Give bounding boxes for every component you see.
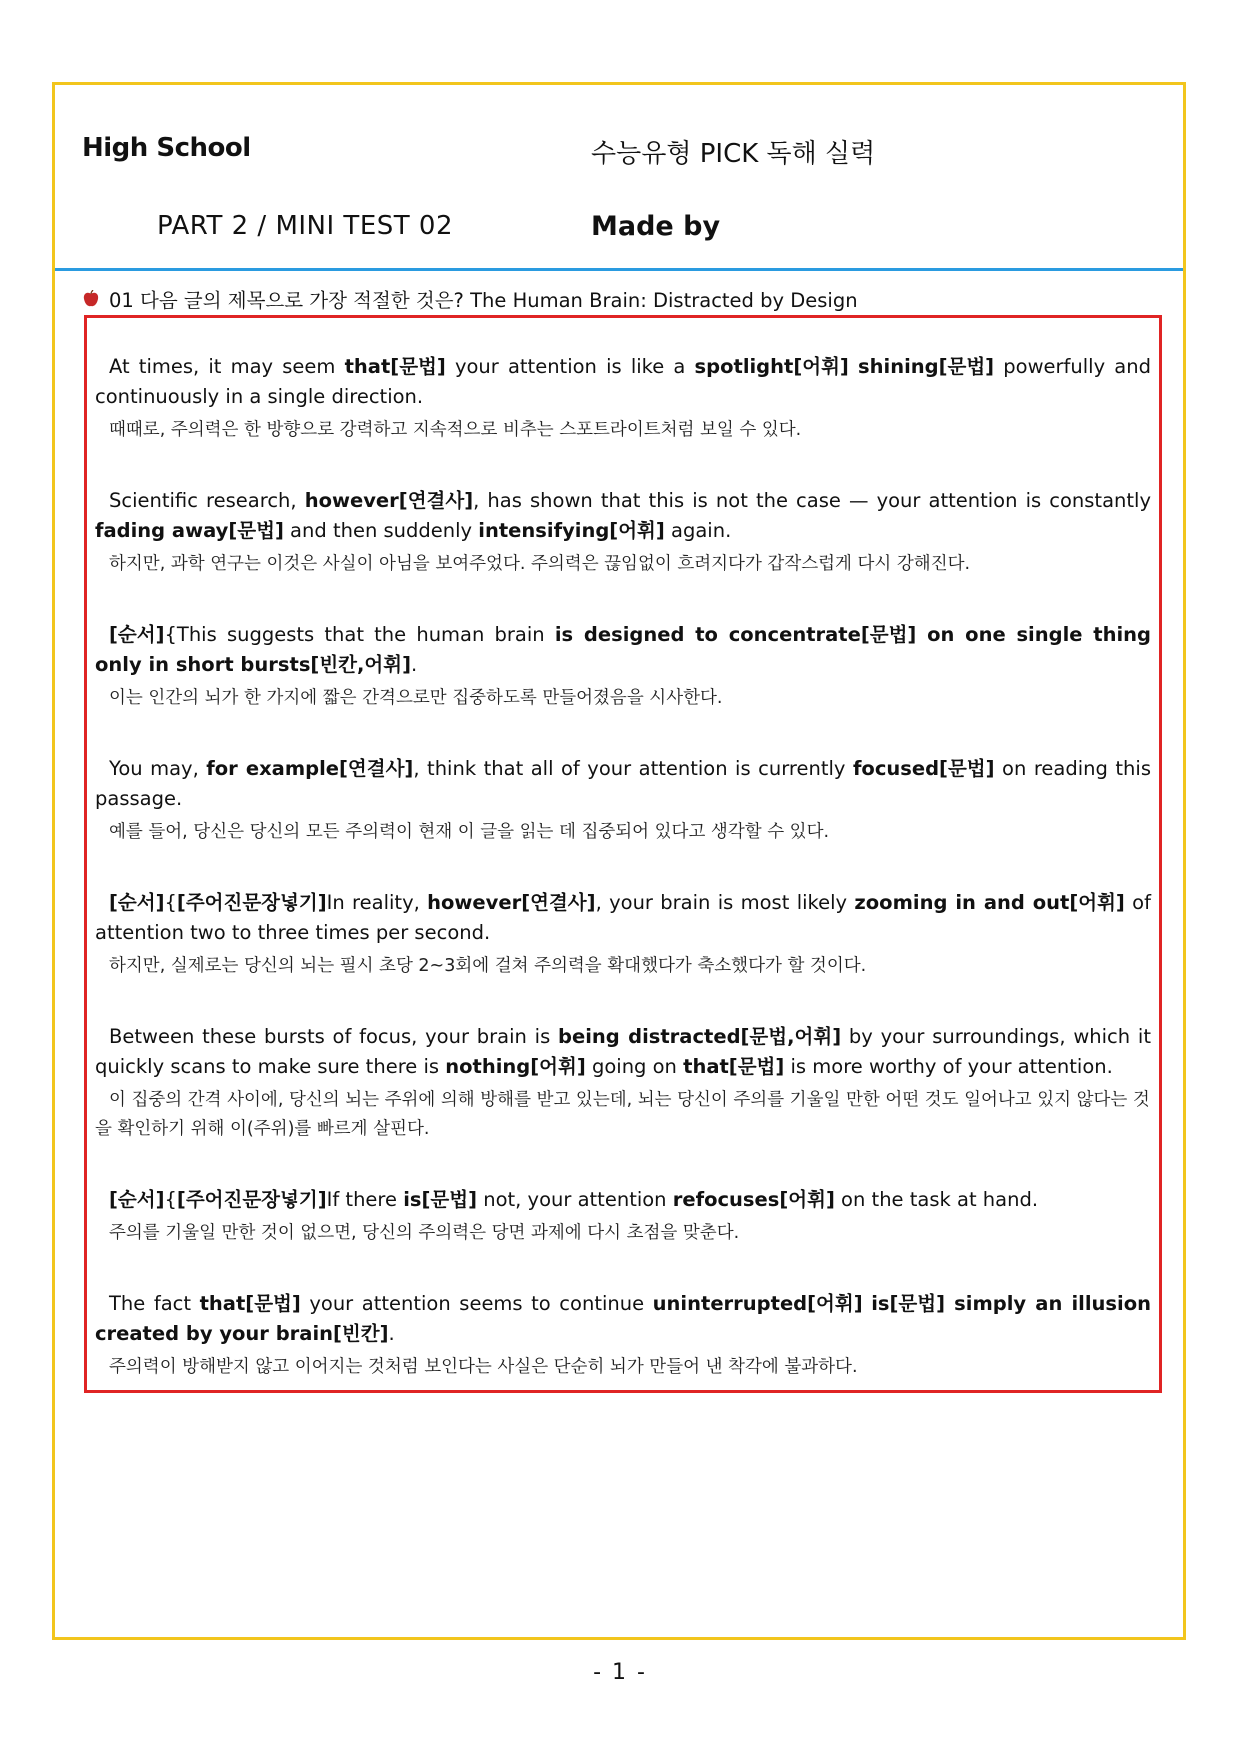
english-sentence bbox=[95, 352, 1151, 412]
korean-translation: 때때로, 주의력은 한 방향으로 강력하고 지속적으로 비추는 스포트라이트처럼 보일 수 있다. bbox=[109, 420, 802, 440]
korean-translation: 이는 인간의 뇌가 한 가지에 짧은 간격으로만 집중하도록 만들어졌음을 시사한다. bbox=[109, 688, 723, 708]
passage-paragraph bbox=[95, 352, 1151, 445]
sentence-text bbox=[863, 1292, 872, 1315]
sentence-text: your attention is like a bbox=[445, 355, 695, 378]
english-sentence bbox=[95, 754, 1151, 814]
annotated-phrase: fading away[문법] bbox=[95, 519, 284, 542]
passage-box bbox=[84, 315, 1162, 1393]
passage-paragraph bbox=[95, 1022, 1151, 1144]
sentence-text: of attention two to three times per second. bbox=[95, 891, 1151, 944]
sentence-text: going on bbox=[585, 1055, 684, 1078]
korean-translation: 하지만, 실제로는 당신의 뇌는 필시 초당 2~3회에 걸쳐 주의력을 확대했다가 축소했다가 할 것이다. bbox=[109, 956, 867, 976]
sentence-text: your attention seems to continue bbox=[300, 1292, 653, 1315]
annotated-phrase: that[문법] bbox=[199, 1292, 301, 1315]
annotated-phrase: shining[문법] bbox=[858, 355, 995, 378]
annotated-phrase: is designed to concentrate[문법] on one single thing only in short bursts[빈칸,어휘] bbox=[95, 623, 1151, 676]
sentence-text: Scientific research, bbox=[109, 489, 305, 512]
sentence-text: { bbox=[164, 891, 177, 914]
sentence-text: on reading this passage. bbox=[95, 757, 1151, 810]
annotated-phrase: however[연결사] bbox=[304, 489, 474, 512]
made-by-label: Made by bbox=[591, 211, 721, 242]
passage-paragraph bbox=[95, 888, 1151, 981]
annotated-phrase: [순서] bbox=[109, 891, 165, 914]
sentence-text: . bbox=[388, 1322, 395, 1345]
sentence-text: You may, bbox=[109, 757, 207, 780]
sentence-text: again. bbox=[664, 519, 732, 542]
sentence-text: , think that all of your attention is currently bbox=[413, 757, 853, 780]
sentence-text: The fact bbox=[109, 1292, 200, 1315]
korean-translation: 주의를 기울일 만한 것이 없으면, 당신의 주의력은 당면 과제에 다시 초점을 맞춘다. bbox=[109, 1223, 740, 1243]
annotated-phrase: is[문법] bbox=[403, 1188, 478, 1211]
sentence-text: on the task at hand. bbox=[834, 1188, 1039, 1211]
sentence-text: is more worthy of your attention. bbox=[784, 1055, 1113, 1078]
sentence-text bbox=[849, 355, 858, 378]
annotated-phrase: for example[연결사] bbox=[206, 757, 414, 780]
sentence-text: If there bbox=[326, 1188, 404, 1211]
annotated-phrase: nothing[어휘] bbox=[445, 1055, 586, 1078]
annotated-phrase: is[문법] simply an illusion created by your brain[빈칸] bbox=[95, 1292, 1151, 1345]
sentence-text: , has shown that this is not the case — your attention is constantly bbox=[473, 489, 1151, 512]
annotated-phrase: spotlight[어휘] bbox=[694, 355, 849, 378]
sentence-text: , your brain is most likely bbox=[595, 891, 855, 914]
sentence-text: {This suggests that the human brain bbox=[164, 623, 555, 646]
english-sentence bbox=[95, 486, 1151, 546]
passage-paragraph bbox=[95, 1289, 1151, 1382]
passage-paragraph bbox=[95, 754, 1151, 847]
question-line bbox=[83, 285, 858, 313]
sentence-text: { bbox=[164, 1188, 177, 1211]
sentence-text: . bbox=[411, 653, 418, 676]
series-title: 수능유형 PICK 독해 실력 bbox=[591, 139, 876, 169]
annotated-phrase: uninterrupted[어휘] bbox=[652, 1292, 863, 1315]
english-sentence bbox=[95, 1289, 1151, 1349]
korean-translation: 예를 들어, 당신은 당신의 모든 주의력이 현재 이 글을 읽는 데 집중되어 있다고 생각할 수 있다. bbox=[109, 822, 830, 842]
annotated-phrase: zooming in and out[어휘] bbox=[854, 891, 1125, 914]
worksheet-header bbox=[55, 85, 1183, 271]
annotated-phrase: being distracted[문법,어휘] bbox=[558, 1025, 842, 1048]
part-title: PART 2 / MINI TEST 02 bbox=[157, 211, 453, 241]
sentence-text: powerfully and continuously in a single direction. bbox=[95, 355, 1151, 408]
english-sentence bbox=[95, 1022, 1151, 1082]
annotated-phrase: [주어진문장넣기] bbox=[176, 1188, 327, 1211]
sentence-text: not, your attention bbox=[477, 1188, 673, 1211]
english-sentence bbox=[95, 620, 1151, 680]
annotated-phrase: that[문법] bbox=[344, 355, 446, 378]
page-frame bbox=[52, 82, 1186, 1640]
passage-paragraph bbox=[95, 1185, 1151, 1248]
sentence-text: In reality, bbox=[326, 891, 428, 914]
sentence-text: by your surroundings, which it quickly scans to make sure there is bbox=[95, 1025, 1151, 1078]
annotated-phrase: that[문법] bbox=[683, 1055, 785, 1078]
annotated-phrase: [순서] bbox=[109, 1188, 165, 1211]
korean-translation: 주의력이 방해받지 않고 이어지는 것처럼 보인다는 사실은 단순히 뇌가 만들어 낸 착각에 불과하다. bbox=[109, 1357, 858, 1377]
passage-paragraph bbox=[95, 486, 1151, 579]
annotated-phrase: [순서] bbox=[109, 623, 165, 646]
annotated-phrase: however[연결사] bbox=[427, 891, 596, 914]
english-sentence bbox=[95, 888, 1151, 948]
annotated-phrase: focused[문법] bbox=[852, 757, 995, 780]
red-apple-icon bbox=[83, 290, 99, 308]
sentence-text: At times, it may seem bbox=[109, 355, 345, 378]
annotated-phrase: refocuses[어휘] bbox=[672, 1188, 835, 1211]
page-number: - 1 - bbox=[593, 1660, 647, 1685]
korean-translation: 이 집중의 간격 사이에, 당신의 뇌는 주위에 의해 방해를 받고 있는데, 뇌는 당신이 주의를 기울일 만한 어떤 것도 일어나고 있지 않다는 것을 확인하기 위해 이(주위)를 빠르게 살핀다. bbox=[95, 1090, 1150, 1139]
sentence-text: and then suddenly bbox=[283, 519, 479, 542]
sentence-text: Between these bursts of focus, your brain is bbox=[109, 1025, 559, 1048]
question-text: 01 다음 글의 제목으로 가장 적절한 것은? The Human Brain: Distracted by Design bbox=[109, 289, 858, 312]
korean-translation: 하지만, 과학 연구는 이것은 사실이 아님을 보여주었다. 주의력은 끊임없이 흐려지다가 갑작스럽게 다시 강해진다. bbox=[109, 554, 971, 574]
school-level: High School bbox=[82, 133, 251, 163]
annotated-phrase: [주어진문장넣기] bbox=[176, 891, 327, 914]
passage-paragraph bbox=[95, 620, 1151, 713]
annotated-phrase: intensifying[어휘] bbox=[478, 519, 665, 542]
english-sentence bbox=[95, 1185, 1151, 1215]
